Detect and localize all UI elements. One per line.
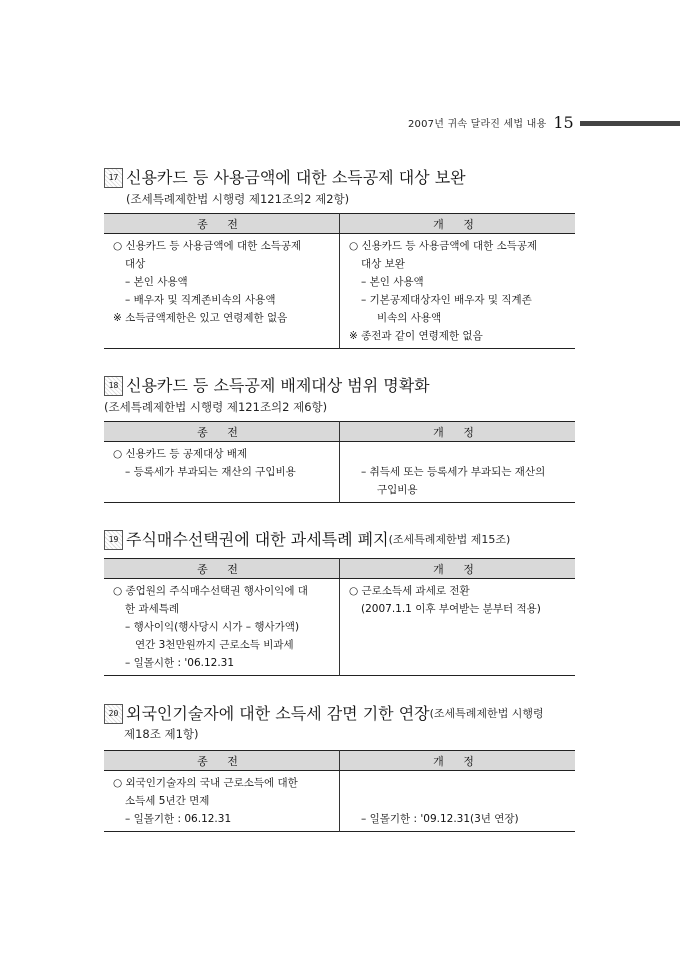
comparison-table	[104, 750, 575, 832]
before-line: ○ 신용카드 등 사용금액에 대한 소득공제	[113, 240, 302, 252]
section-19	[104, 530, 575, 676]
before-line: – 일몰시한 : '06.12.31	[125, 657, 235, 669]
column-header-before: 종 전	[104, 214, 340, 234]
legal-reference: (조세특례제한법 시행령 제121조의2 제6항)	[104, 400, 328, 414]
legal-reference: (조세특례제한법 제15조)	[388, 533, 511, 546]
spacer	[349, 774, 569, 792]
section-18	[104, 376, 575, 503]
after-line: (2007.1.1 이후 부여받는 분부터 적용)	[361, 603, 541, 615]
after-line: 대상 보완	[361, 258, 405, 270]
column-header-before: 종 전	[104, 751, 340, 771]
before-line: ○ 외국인기술자의 국내 근로소득에 대한	[113, 777, 298, 789]
before-line: – 본인 사용액	[125, 276, 188, 288]
column-header-after: 개 정	[340, 751, 576, 771]
section-heading: 신용카드 등 소득공제 배제대상 범위 명확화	[126, 376, 430, 395]
before-line: – 배우자 및 직계존비속의 사용액	[125, 294, 276, 306]
legal-reference: (조세특례제한법 시행령	[429, 707, 544, 720]
section-title	[104, 704, 575, 724]
page-number: 15	[553, 112, 574, 132]
before-cell	[104, 442, 340, 503]
legal-reference: (조세특례제한법 시행령 제121조의2 제2항)	[126, 192, 350, 206]
after-line: 구입비용	[377, 484, 418, 496]
before-cell	[104, 234, 340, 349]
section-number-badge: 17	[104, 168, 123, 188]
before-line: 대상	[125, 258, 146, 270]
before-cell	[104, 579, 340, 676]
page-header	[408, 112, 680, 132]
section-heading: 신용카드 등 사용금액에 대한 소득공제 대상 보완	[126, 168, 466, 187]
spacer	[349, 445, 569, 463]
before-cell	[104, 771, 340, 832]
section-heading: 주식매수선택권에 대한 과세특례 폐지	[126, 530, 389, 549]
column-header-before: 종 전	[104, 559, 340, 579]
section-title	[104, 168, 575, 188]
after-line: ○ 신용카드 등 사용금액에 대한 소득공제	[349, 240, 538, 252]
column-header-after: 개 정	[340, 214, 576, 234]
before-line: – 일몰기한 : 06.12.31	[125, 813, 232, 825]
section-number-badge: 19	[104, 530, 123, 550]
after-note: ※ 종전과 같이 연령제한 없음	[349, 330, 483, 342]
header-rule	[580, 121, 680, 126]
section-heading: 외국인기술자에 대한 소득세 감면 기한 연장	[126, 704, 430, 723]
comparison-table	[104, 421, 575, 503]
after-cell	[340, 442, 576, 503]
before-line: ○ 신용카드 등 공제대상 배제	[113, 448, 248, 460]
column-header-after: 개 정	[340, 422, 576, 442]
comparison-table	[104, 213, 575, 349]
before-line: ○ 종업원의 주식매수선택권 행사이익에 대	[113, 585, 308, 597]
after-cell	[340, 771, 576, 832]
before-line: – 등록세가 부과되는 재산의 구입비용	[125, 466, 296, 478]
section-17	[104, 168, 575, 349]
after-line: 비속의 사용액	[377, 312, 442, 324]
section-title	[104, 530, 575, 550]
before-line: 연간 3천만원까지 근로소득 비과세	[135, 639, 294, 651]
spacer	[349, 792, 569, 810]
column-header-before: 종 전	[104, 422, 340, 442]
legal-reference-continued: 제18조 제1항)	[124, 727, 199, 741]
section-number-badge: 18	[104, 376, 123, 396]
column-header-after: 개 정	[340, 559, 576, 579]
header-title: 2007년 귀속 달라진 세법 내용	[408, 118, 547, 130]
after-cell	[340, 579, 576, 676]
comparison-table	[104, 558, 575, 676]
before-note: ※ 소득금액제한은 있고 연령제한 없음	[113, 312, 288, 324]
after-line: – 본인 사용액	[361, 276, 424, 288]
after-line: ○ 근로소득세 과세로 전환	[349, 585, 470, 597]
section-20	[104, 704, 575, 832]
before-line: 한 과세특례	[125, 603, 180, 615]
before-line: 소득세 5년간 면제	[125, 795, 210, 807]
after-line: – 기본공제대상자인 배우자 및 직계존	[361, 294, 532, 306]
after-line: – 일몰기한 : '09.12.31(3년 연장)	[361, 813, 519, 825]
after-line: – 취득세 또는 등록세가 부과되는 재산의	[361, 466, 546, 478]
section-title	[104, 376, 575, 396]
section-number-badge: 20	[104, 704, 123, 724]
before-line: – 행사이익(행사당시 시가 – 행사가액)	[125, 621, 300, 633]
after-cell	[340, 234, 576, 349]
